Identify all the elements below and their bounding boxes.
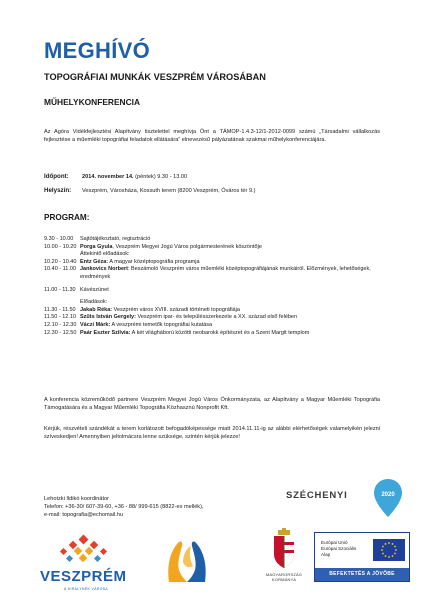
- date-value: [82, 173, 187, 181]
- program-item: [44, 314, 380, 322]
- program-text: Sajtótájékoztató, regisztráció: [80, 236, 151, 242]
- program-time: 10.00 - 10.20: [44, 243, 77, 250]
- program-text: Veszprém város XVIII. századi történeti topográfiája: [112, 306, 240, 313]
- program-time: 11.30 - 11.50: [44, 306, 76, 313]
- program-time: 10.20 - 10.40: [44, 258, 77, 265]
- eu-banner: BEFEKTETÉS A JÖVŐBE: [315, 568, 409, 581]
- program-speaker: Jakab Réka:: [80, 306, 113, 313]
- program-heading: PROGRAM:: [44, 213, 90, 222]
- program-section-label: Előadások:: [80, 299, 108, 306]
- event-title: TOPOGRÁFIAI MUNKÁK VESZPRÉM VÁROSÁBAN: [44, 72, 266, 82]
- veszprem-logo: [40, 534, 132, 594]
- government-line1: MAGYARORSZÁG: [265, 572, 303, 577]
- eu-star: [382, 546, 384, 548]
- program-speaker: Szűts István Gergely:: [80, 314, 136, 321]
- partners-paragraph: A konferencia közreműködő partnere Veszprém Megyei Jogú Város Önkormányzata, az Alapítvány a Magyar Műemléki Topográfia Támogatására és a Magyar Műemléki Topográfia Közhasznú Nonprofit Kft.: [44, 397, 380, 411]
- hands-logo-icon: [163, 532, 211, 584]
- program-text: Veszprém ipar- és településszerkezete a XX. század első felében: [135, 314, 298, 321]
- government-line2: KORMÁNYA: [271, 577, 297, 582]
- program-item: [44, 330, 380, 338]
- szechenyi-logo: [286, 478, 404, 526]
- program-text: A két világháború közötti neobarokk építészet és a Szent Margit templom: [130, 329, 310, 336]
- program-item: [44, 236, 380, 244]
- date-label: Időpont:: [44, 173, 69, 180]
- eu-star: [388, 556, 390, 558]
- contact-phone: Telefon: +36-30/ 607-39-60, +36 - 88/ 999-615 (8822-es mellék),: [44, 504, 204, 510]
- eu-flag-icon: [373, 539, 405, 561]
- eu-star: [392, 543, 394, 545]
- place-label: Helyszín:: [44, 187, 72, 194]
- contact-email[interactable]: e-mail: topografia@echomail.hu: [44, 512, 124, 518]
- eu-star: [385, 543, 387, 545]
- program-speaker: Jankovics Norbert: [80, 266, 128, 273]
- eu-star: [381, 549, 383, 551]
- eu-line1: Európai Unió: [321, 540, 348, 545]
- program-time: 12.10 - 12.30: [44, 321, 77, 328]
- program-speaker: Paár Eszter Szilvia:: [80, 329, 131, 336]
- program-time: 12.30 - 12.50: [44, 329, 77, 336]
- program-time: 10.40 - 11.00: [44, 266, 77, 273]
- rsvp-paragraph: Kérjük, részvételi szándékát a terem korlátozott befogadóképessége miatt 2014.11.11-ig az alábbi elérhetőségek valamelyikén jelezni szíveskedjen! Amennyiben jeltolmácsra lenne szüksége, szintén kérjük jelezze!: [44, 426, 380, 440]
- eu-line3: Alap: [321, 552, 331, 558]
- date-rest: (péntek) 9.30 - 13.00: [133, 174, 188, 180]
- program-list: [44, 236, 380, 337]
- program-text: A magyar középtopográfia programja: [108, 258, 200, 265]
- eu-text: [321, 540, 356, 559]
- program-item: [44, 266, 380, 281]
- page-title: MEGHÍVÓ: [44, 38, 150, 63]
- veszprem-wordmark: VESZPRÉM: [40, 568, 127, 585]
- program-time: 9.30 - 10.00: [44, 236, 74, 242]
- contact-block: [44, 495, 204, 519]
- eu-star: [394, 553, 396, 555]
- program-item: [44, 287, 380, 295]
- government-logo: [254, 528, 314, 590]
- date-bold: 2014. november 14.: [82, 174, 134, 180]
- government-text: [254, 572, 314, 582]
- program-section: [44, 299, 380, 307]
- program-section-label: Áttekintő előadások:: [80, 251, 130, 258]
- program-time: 11.00 - 11.30: [44, 286, 76, 293]
- coat-of-arms-icon: [254, 528, 314, 570]
- veszprem-tagline: A KIRÁLYNÉK VÁROSA: [64, 587, 109, 591]
- eu-star: [392, 555, 394, 557]
- program-text: , Veszprém Megyei Jogú Város polgármesterének köszöntője: [112, 243, 262, 250]
- intro-paragraph: Az Agóra Vidékfejlesztési Alapítvány tisztelettel meghívja Önt a TÁMOP-1.4.3-12/1-2012-0099 számú „Társadalmi vállalkozás fejlesztése a műemléki topográfiai feladatok ellátására” elnevezésű pályázatának szakmai műhelykonferenciájára.: [44, 129, 380, 143]
- program-speaker: Entz Géza:: [80, 258, 109, 265]
- eu-star: [382, 553, 384, 555]
- szechenyi-year: 2020: [381, 492, 395, 498]
- eu-logo-box: [314, 532, 410, 582]
- program-section: [44, 251, 380, 259]
- program-speaker: Porga Gyula: [80, 243, 113, 250]
- crown-icon: [54, 534, 114, 566]
- event-type: MŰHELYKONFERENCIA: [44, 97, 141, 107]
- eu-star: [388, 542, 390, 544]
- eu-line2: Európai Szociális: [321, 546, 357, 552]
- program-item: [44, 322, 380, 330]
- place-value: Veszprém, Városháza, Kossuth terem (8200 Veszprém, Óváros tér 9.): [82, 188, 256, 194]
- program-time: 11.50 - 12.10: [44, 314, 77, 321]
- program-text: A veszprémi temetők topográfiai kutatása: [110, 321, 213, 328]
- szechenyi-label: SZÉCHENYI: [286, 490, 348, 501]
- location-pin-icon: [373, 478, 403, 518]
- program-speaker: Váczi Márk:: [80, 321, 111, 328]
- contact-name: Lehotzki Ildikó koordinátor: [44, 496, 109, 502]
- program-text: : Beszámoló Veszprém város műemléki középtopográfiájának munkáiról. Előzmények, lehetőségek, eredmények: [80, 266, 371, 280]
- eu-star: [395, 549, 397, 551]
- program-item: [44, 259, 380, 267]
- program-item: [44, 307, 380, 315]
- eu-star: [385, 555, 387, 557]
- eu-star: [394, 546, 396, 548]
- program-text: Kávészünet: [80, 286, 109, 293]
